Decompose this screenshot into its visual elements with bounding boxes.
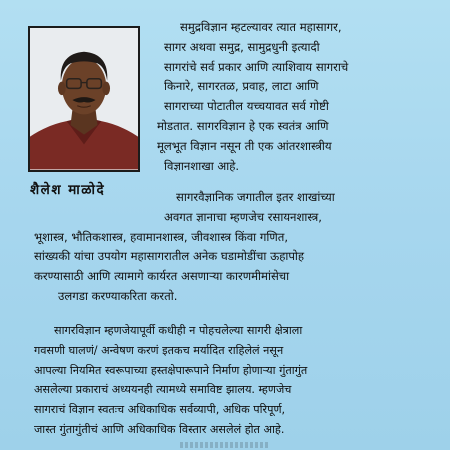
author-portrait-image [30, 28, 138, 170]
text-line: सांख्यकी यांचा उपयोग महासागरातील अनेक घडामोडींचा ऊहापोह [34, 249, 305, 264]
text-line: मूलभूत विज्ञान नसून ती एक आंतरशास्त्रीय [157, 138, 332, 153]
text-line: सागराच्या पोटातील यच्चयावत सर्व गोष्टी [164, 99, 329, 114]
text-line: असलेल्या प्रकाराचं अध्ययनही त्यामध्ये समाविष्ट झालय. म्हणजेच [34, 383, 292, 397]
paragraph-intro [157, 18, 349, 176]
footer-watermark [180, 442, 270, 448]
text-line: सागराचं विज्ञान स्वतःच अधिकाधिक सर्वव्यापी, अधिक परिपूर्ण, [34, 403, 286, 417]
text-line: आपल्या नियमित स्वरूपाच्या हस्तक्षेपारूपाने निर्माण होणाऱ्या गुंतागुंत [34, 363, 308, 377]
text-line: भूशास्त्र, भौतिकशास्त्र, हवामानशास्त्र, जीवशास्त्र किंवा गणित, [34, 229, 289, 244]
paragraph-sciences [34, 188, 335, 307]
text-line: किनारे, सागरतळ, प्रवाह, लाटा आणि [164, 79, 319, 94]
text-line: मोडतात. सागरविज्ञान हे एक स्वतंत्र आणि [157, 118, 329, 133]
author-photo [28, 26, 140, 172]
text-line: सागरांचे सर्व प्रकार आणि त्याशिवाय सागराचे [164, 59, 349, 74]
text-line: जास्त गुंतागुंतीचं आणि अधिकाधिक विस्तार असलेलं होत आहे. [34, 422, 285, 436]
text-line: उलगडा करण्याकरिता करतो. [58, 288, 178, 303]
text-line: सागरवैज्ञानिक जगातील इतर शाखांच्या [176, 190, 335, 204]
text-line: सागरविज्ञान म्हणजेयापूर्वी कधीही न पोहचलेल्या सागरी क्षेत्राला [54, 324, 303, 337]
text-line: अवगत ज्ञानाचा म्हणजेच रसायनशास्त्र, [164, 209, 322, 224]
text-line: विज्ञानशाखा आहे. [164, 158, 240, 173]
text-line: समुद्रविज्ञान म्हटल्यावर त्यात महासागर, [180, 20, 342, 34]
text-line: करण्यासाठी आणि त्यामागे कार्यरत असणाऱ्या कारणमीमांसेचा [34, 269, 290, 284]
text-line: सागर अथवा समुद्र, सामुद्रधुनी इत्यादी [164, 39, 320, 54]
text-line: गवसणी घालणं/ अन्वेषण करणं इतकच मर्यादित राहिलेलं नसून [34, 343, 284, 357]
paragraph-exploration [34, 321, 307, 440]
author-name: शैलेश माळोदे [30, 182, 106, 198]
